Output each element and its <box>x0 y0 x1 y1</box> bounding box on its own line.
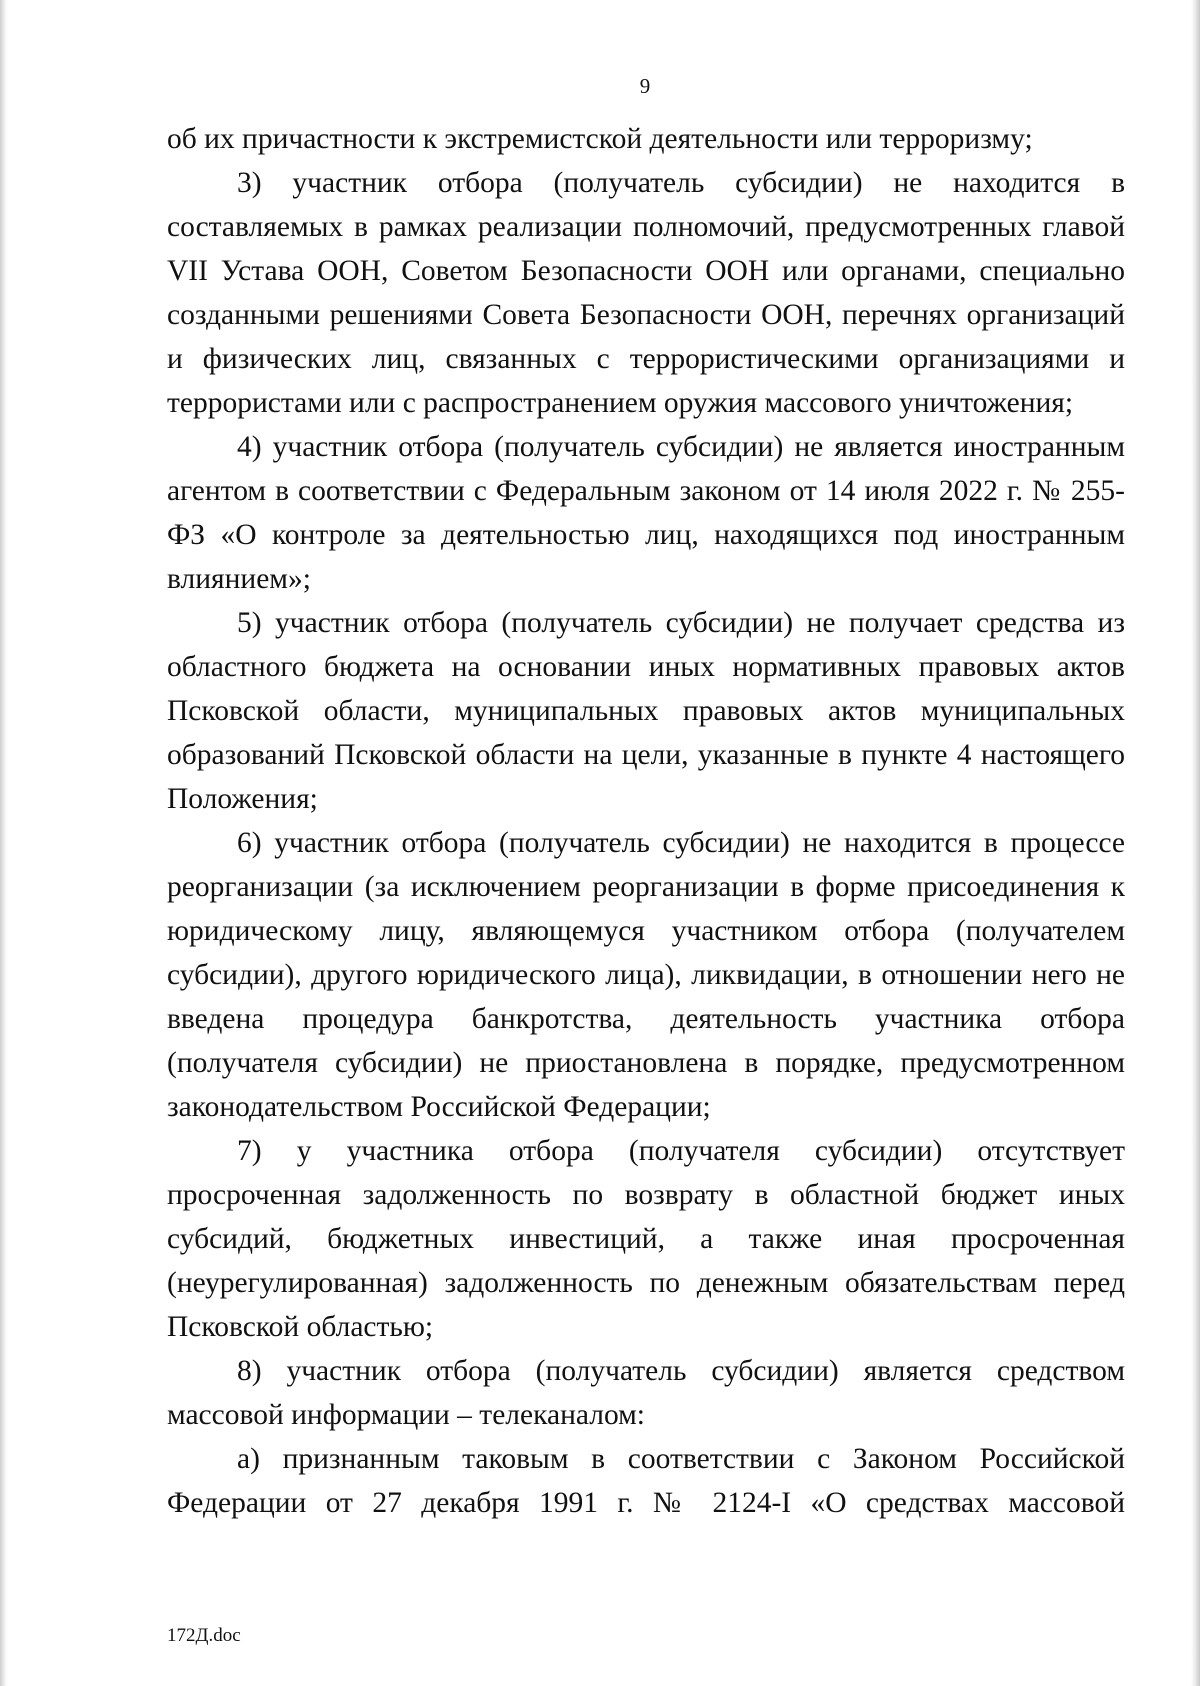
paragraph-item-4: 4) участник отбора (получатель субсидии) не является иностранным агентом в соответствии с Федеральным законом от 14 июля 2022 г. № 255-ФЗ «О контроле за деятельностью лиц, находящихся под иностранным влиянием»; <box>167 431 1125 595</box>
page-number: 9 <box>639 74 651 98</box>
paragraph-item-5: 5) участник отбора (получатель субсидии) не получает средства из областного бюджета на основании иных нормативных правовых актов Псковской области, муниципальных правовых актов муниципальных образований Псковской области на цели, указанные в пункте 4 настоящего Положения; <box>167 607 1125 815</box>
paragraph-continuation: об их причастности к экстремистской деятельности или терроризму; <box>167 123 1033 155</box>
scan-edge-left <box>0 0 7 1686</box>
paragraph-item-8a: а) признанным таковым в соответствии с Законом Российской Федерации от 27 декабря 1991 г. № 2124-I «О средствах массовой <box>167 1443 1125 1519</box>
paragraph-item-6: 6) участник отбора (получатель субсидии) не находится в процессе реорганизации (за исключением реорганизации в форме присоединения к юридическому лицу, являющемуся участником отбора (получателем субсидии), другого юридического лица), ликвидации, в отношении него не введена процедура банкротства, деятельность участника отбора (получателя субсидии) не приостановлена в порядке, предусмотренном законодательством Российской Федерации; <box>167 827 1125 1123</box>
paragraph-item-8: 8) участник отбора (получатель субсидии) является средством массовой информации – телеканалом: <box>167 1355 1125 1431</box>
document-body <box>167 117 1125 1525</box>
paragraph-item-7: 7) у участника отбора (получателя субсидии) отсутствует просроченная задолженность по возврату в областной бюджет иных субсидий, бюджетных инвестиций, а также иная просроченная (неурегулированная) задолженность по денежным обязательствам перед Псковской областью; <box>167 1135 1125 1343</box>
scan-edge-right <box>1191 0 1200 1686</box>
footer-filename: 172Д.doc <box>167 1625 241 1646</box>
paragraph-item-3: 3) участник отбора (получатель субсидии) не находится в составляемых в рамках реализации полномочий, предусмотренных главой VII Устава ООН, Советом Безопасности ООН или органами, специально созданными решениями Совета Безопасности ООН, перечнях организаций и физических лиц, связанных с террористическими организациями и террористами или с распространением оружия массового уничтожения; <box>167 167 1125 419</box>
